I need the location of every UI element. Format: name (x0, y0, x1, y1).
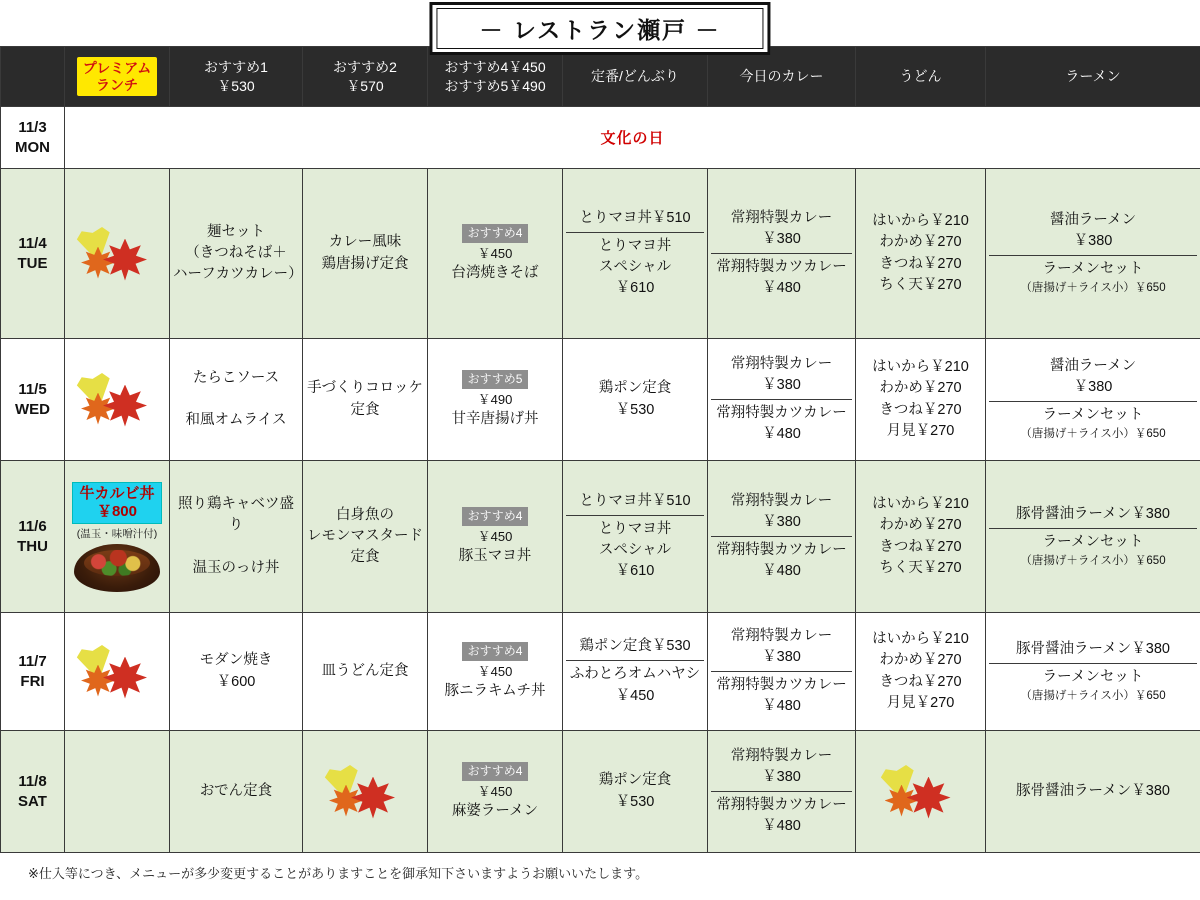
date-day: 11/8 (18, 773, 47, 790)
header-osusume2-name: おすすめ2 (333, 58, 397, 75)
ramen-cell-item: 豚骨醤油ラーメン￥380 (1016, 782, 1170, 799)
osusume-tag: おすすめ4 (462, 642, 529, 661)
date-cell (1, 731, 65, 853)
osusume45-cell (428, 731, 563, 853)
table-row (1, 613, 1200, 731)
udon-cell: はいから￥210 わかめ￥270 きつね￥270 ちく天￥270 (856, 169, 986, 339)
curry-cell-item: 常翔特製カレー￥380 (730, 492, 833, 530)
osusume-price: ￥450 (477, 784, 513, 800)
table-header-row (1, 47, 1200, 107)
osusume-name: 豚ニラキムチ丼 (444, 682, 546, 699)
maple-leaf-orange-icon (81, 393, 115, 425)
ramen-cell-item: ラーメンセット （唐揚げ＋ライス小）￥650 (989, 528, 1197, 572)
restaurant-title-plate (429, 2, 770, 55)
date-cell (1, 107, 65, 169)
page-title: － レストラン瀬戸 － (436, 8, 763, 49)
header-udon: うどん (856, 47, 986, 107)
maple-leaf-red-icon (907, 777, 951, 819)
osusume-name: 台湾焼きそば (451, 264, 539, 281)
title-bar (0, 0, 1200, 46)
curry-cell (708, 461, 856, 613)
premium-promo-title: 牛カルビ丼 ￥800 (72, 482, 161, 524)
osusume2-cell: カレー風味 鶏唐揚げ定食 (303, 169, 428, 339)
curry-cell-item: 常翔特製カツカレー ￥480 (711, 536, 852, 585)
ramen-cell-item: ラーメンセット （唐揚げ＋ライス小）￥650 (989, 663, 1197, 707)
osusume-tag: おすすめ4 (462, 224, 529, 243)
osusume45-cell (428, 169, 563, 339)
premium-promo (68, 482, 166, 592)
maple-leaf-orange-icon (81, 247, 115, 279)
udon-cell: はいから￥210 わかめ￥270 きつね￥270 月見￥270 (856, 339, 986, 461)
maple-leaf-red-icon (103, 385, 147, 427)
header-osusume45 (428, 47, 563, 107)
autumn-leaves-decoration (69, 223, 165, 285)
date-day: 11/7 (18, 653, 47, 670)
premium-lunch-cell (65, 613, 170, 731)
curry-cell-item: 常翔特製カレー￥380 (730, 209, 833, 247)
table-row (1, 107, 1200, 169)
ramen-cell-item: 豚骨醤油ラーメン￥380 (1016, 505, 1170, 522)
osusume-price: ￥450 (477, 664, 513, 680)
curry-cell-item: 常翔特製カレー￥380 (730, 747, 833, 785)
header-date (1, 47, 65, 107)
osusume-tag: おすすめ4 (462, 762, 529, 781)
teiban-cell (563, 461, 708, 613)
autumn-leaves-decoration (69, 641, 165, 703)
table-body (1, 107, 1200, 853)
autumn-leaves-decoration (873, 761, 969, 823)
maple-leaf-orange-icon (81, 665, 115, 697)
header-osusume1 (170, 47, 303, 107)
table-row (1, 339, 1200, 461)
header-osusume2 (303, 47, 428, 107)
ramen-cell (986, 613, 1200, 731)
beef-bowl-photo (74, 544, 160, 592)
ramen-cell-item: 醤油ラーメン ￥380 (1049, 212, 1137, 250)
curry-cell (708, 731, 856, 853)
header-premium-lunch (65, 47, 170, 107)
ramen-cell-item: ラーメンセット （唐揚げ＋ライス小）￥650 (989, 401, 1197, 445)
premium-badge-line2: ランチ (96, 76, 138, 93)
ramen-cell-item: 豚骨醤油ラーメン￥380 (1016, 640, 1170, 657)
date-weekday: FRI (20, 672, 45, 690)
header-osusume1-name: おすすめ1 (204, 58, 268, 75)
weekly-menu-table (0, 46, 1200, 853)
osusume-name: 甘辛唐揚げ丼 (451, 410, 539, 427)
curry-cell-item: 常翔特製カツカレー ￥480 (711, 399, 852, 448)
ramen-cell (986, 731, 1200, 853)
osusume1-cell: おでん定食 (170, 731, 303, 853)
curry-cell-item: 常翔特製カツカレー ￥480 (711, 253, 852, 302)
premium-lunch-badge (77, 57, 157, 95)
date-day: 11/3 (18, 119, 47, 136)
osusume1-cell: たらこソース 和風オムライス (170, 339, 303, 461)
osusume-price: ￥490 (477, 392, 513, 408)
date-cell (1, 461, 65, 613)
osusume1-cell: 麺セット （きつねそば＋ ハーフカツカレー） (170, 169, 303, 339)
osusume-name: 豚玉マヨ丼 (458, 547, 532, 564)
date-weekday: WED (15, 400, 50, 418)
curry-cell (708, 169, 856, 339)
curry-cell-item: 常翔特製カレー￥380 (730, 355, 833, 393)
udon-cell: はいから￥210 わかめ￥270 きつね￥270 ちく天￥270 (856, 461, 986, 613)
curry-cell-item: 常翔特製カツカレー ￥480 (711, 671, 852, 720)
date-cell (1, 613, 65, 731)
table-row (1, 169, 1200, 339)
osusume2-cell: 白身魚の レモンマスタード 定食 (303, 461, 428, 613)
header-osusume2-price: ￥570 (346, 77, 384, 94)
osusume-price: ￥450 (477, 246, 513, 262)
teiban-cell (563, 169, 708, 339)
header-osusume1-price: ￥530 (217, 77, 255, 94)
date-day: 11/6 (18, 518, 47, 535)
osusume2-cell: 手づくりコロッケ 定食 (303, 339, 428, 461)
osusume-tag: おすすめ5 (462, 370, 529, 389)
curry-cell (708, 613, 856, 731)
ramen-cell (986, 339, 1200, 461)
date-day: 11/4 (18, 235, 47, 252)
date-weekday: MON (15, 138, 50, 156)
curry-cell (708, 339, 856, 461)
date-weekday: TUE (17, 254, 48, 272)
curry-cell-item: 常翔特製カレー￥380 (730, 627, 833, 665)
osusume2-cell (303, 731, 428, 853)
header-curry: 今日のカレー (708, 47, 856, 107)
teiban-cell (563, 731, 708, 853)
premium-lunch-cell (65, 461, 170, 613)
teiban-cell (563, 613, 708, 731)
teiban-cell (563, 339, 708, 461)
ramen-cell (986, 461, 1200, 613)
premium-badge-line1: プレミアム (82, 60, 152, 77)
premium-promo-note: (温玉・味噌汁付) (76, 527, 158, 540)
table-row (1, 461, 1200, 613)
teiban-cell-item: とりマヨ丼￥510 (579, 492, 691, 509)
osusume2-cell: 皿うどん定食 (303, 613, 428, 731)
teiban-cell-item: とりマヨ丼￥510 (579, 209, 691, 226)
osusume1-cell: モダン焼き ￥600 (170, 613, 303, 731)
udon-cell: はいから￥210 わかめ￥270 きつね￥270 月見￥270 (856, 613, 986, 731)
teiban-cell-item: 鶏ポン定食 ￥530 (598, 380, 672, 418)
osusume45-cell (428, 461, 563, 613)
curry-cell-item: 常翔特製カツカレー ￥480 (711, 791, 852, 840)
maple-leaf-red-icon (351, 777, 395, 819)
osusume45-cell (428, 613, 563, 731)
premium-lunch-cell (65, 339, 170, 461)
table-row (1, 731, 1200, 853)
maple-leaf-orange-icon (329, 785, 363, 817)
premium-lunch-cell (65, 731, 170, 853)
date-cell (1, 169, 65, 339)
holiday-label: 文化の日 (600, 130, 665, 147)
premium-lunch-cell (65, 169, 170, 339)
osusume-price: ￥450 (477, 529, 513, 545)
date-weekday: THU (17, 537, 48, 555)
osusume-name: 麻婆ラーメン (451, 802, 539, 819)
autumn-leaves-decoration (317, 761, 413, 823)
teiban-cell-item: 鶏ポン定食 ￥530 (598, 772, 672, 810)
date-weekday: SAT (18, 792, 47, 810)
osusume1-cell: 照り鶏キャベツ盛り 温玉のっけ丼 (170, 461, 303, 613)
maple-leaf-red-icon (103, 239, 147, 281)
holiday-cell (65, 107, 1200, 169)
teiban-cell-item: ふわとろオムハヤシ ￥450 (566, 660, 704, 709)
maple-leaf-orange-icon (885, 785, 919, 817)
footer-note: ※仕入等につき、メニューが多少変更することがありますことを御承知下さいますようお願いいたします。 (28, 866, 649, 881)
header-osusume5-label: おすすめ5￥490 (444, 77, 546, 94)
udon-cell (856, 731, 986, 853)
teiban-cell-item: とりマヨ丼 スペシャル ￥610 (566, 232, 704, 302)
date-cell (1, 339, 65, 461)
ramen-cell-item: 醤油ラーメン ￥380 (1049, 358, 1137, 396)
autumn-leaves-decoration (69, 369, 165, 431)
teiban-cell-item: 鶏ポン定食￥530 (579, 638, 691, 655)
osusume45-cell (428, 339, 563, 461)
osusume-tag: おすすめ4 (462, 507, 529, 526)
teiban-cell-item: とりマヨ丼 スペシャル ￥610 (566, 515, 704, 585)
header-ramen: ラーメン (986, 47, 1200, 107)
ramen-cell (986, 169, 1200, 339)
date-day: 11/5 (18, 381, 47, 398)
maple-leaf-red-icon (103, 657, 147, 699)
ramen-cell-item: ラーメンセット （唐揚げ＋ライス小）￥650 (989, 255, 1197, 299)
header-osusume4-label: おすすめ4￥450 (444, 58, 546, 75)
header-teiban: 定番/どんぶり (563, 47, 708, 107)
